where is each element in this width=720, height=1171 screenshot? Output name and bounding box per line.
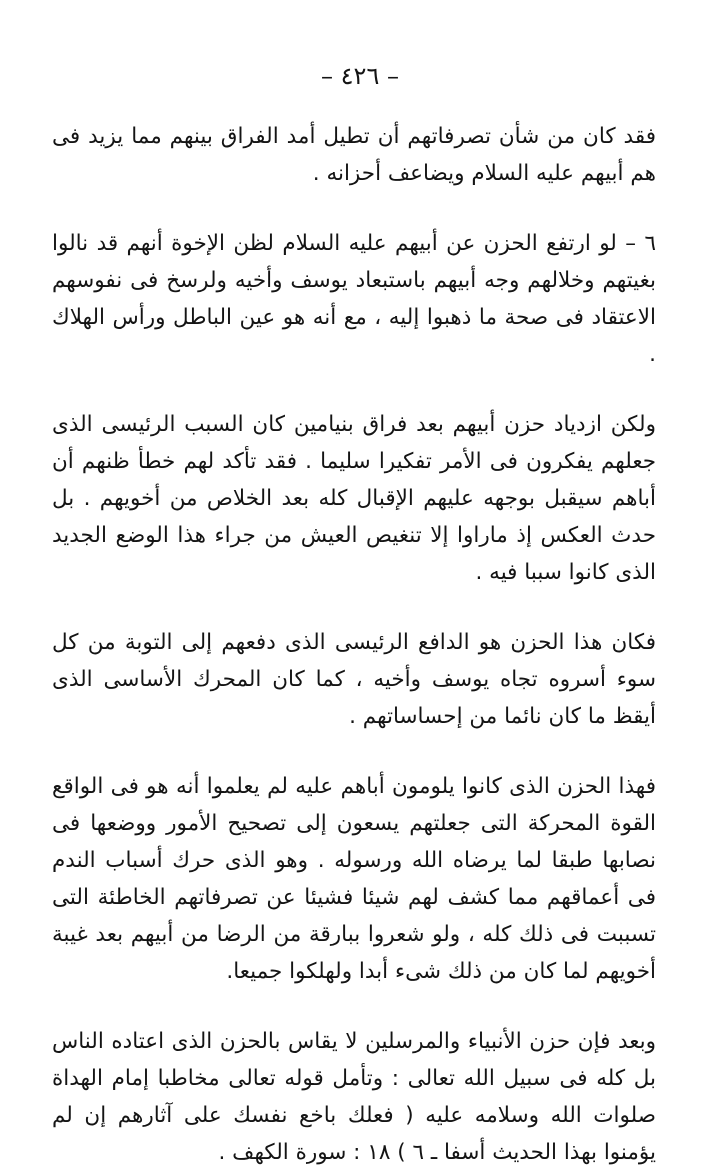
page-number: – ٤٢٦ – bbox=[321, 62, 399, 90]
paragraph-6: وبعد فإن حزن الأنبياء والمرسلين لا يقاس بالحزن الذى اعتاده الناس بل كله فى سبيل الله تعالى : وتأمل قوله تعالى مخاطبا إمام الهداة صلوات الله وسلامه عليه ( فعلك باخع نفسك على آثارهم إن لم يؤمنوا بهذا الحديث أسفا ـ ٦ ) ١٨ : سورة الكهف . bbox=[52, 1029, 656, 1165]
paragraph-2: ٦ – لو ارتفع الحزن عن أبيهم عليه السلام لظن الإخوة أنهم قد نالوا بغيتهم وخلالهم وجه أبيهم باستبعاد يوسف وأخيه ولرسخ فى نفوسهم الاعتقاد فى صحة ما ذهبوا إليه ، مع أنه هو عين الباطل ورأس الهلاك . bbox=[52, 231, 656, 367]
body-text bbox=[52, 118, 656, 1171]
paragraph-5: فهذا الحزن الذى كانوا يلومون أباهم عليه لم يعلموا أنه هو فى الواقع القوة المحركة التى جعلتهم يسعون إلى تصحيح الأمور ووضعها فى نصابها طبقا لما يرضاه الله ورسوله . وهو الذى حرك أسباب الندم فى أعماقهم مما كشف لهم شيئا فشيئا عن تصرفاتهم الخاطئة التى تسببت فى ذلك كله ، ولو شعروا ببارقة من الرضا من أبيهم بعد غيبة أخويهم لما كان من ذلك شىء أبدا ولهلكوا جميعا. bbox=[52, 774, 656, 984]
paragraph-3: ولكن ازدياد حزن أبيهم بعد فراق بنيامين كان السبب الرئيسى الذى جعلهم يفكرون فى الأمر تفكيرا سليما . فقد تأكد لهم خطأ ظنهم أن أباهم سيقبل بوجهه عليهم الإقبال كله بعد الخلاص من أخويهم . بل حدث العكس إذ ماراوا إلا تنغيص العيش من جراء هذا الوضع الجديد الذى كانوا سببا فيه . bbox=[52, 412, 656, 585]
paragraph-1: فقد كان من شأن تصرفاتهم أن تطيل أمد الفراق بينهم مما يزيد فى هم أبيهم عليه السلام ويضاعف أحزانه . bbox=[52, 124, 656, 186]
paragraph-4: فكان هذا الحزن هو الدافع الرئيسى الذى دفعهم إلى التوبة من كل سوء أسروه تجاه يوسف وأخيه ، كما كان المحرك الأساسى الذى أيقظ ما كان نائما من إحساساتهم . bbox=[52, 630, 656, 729]
